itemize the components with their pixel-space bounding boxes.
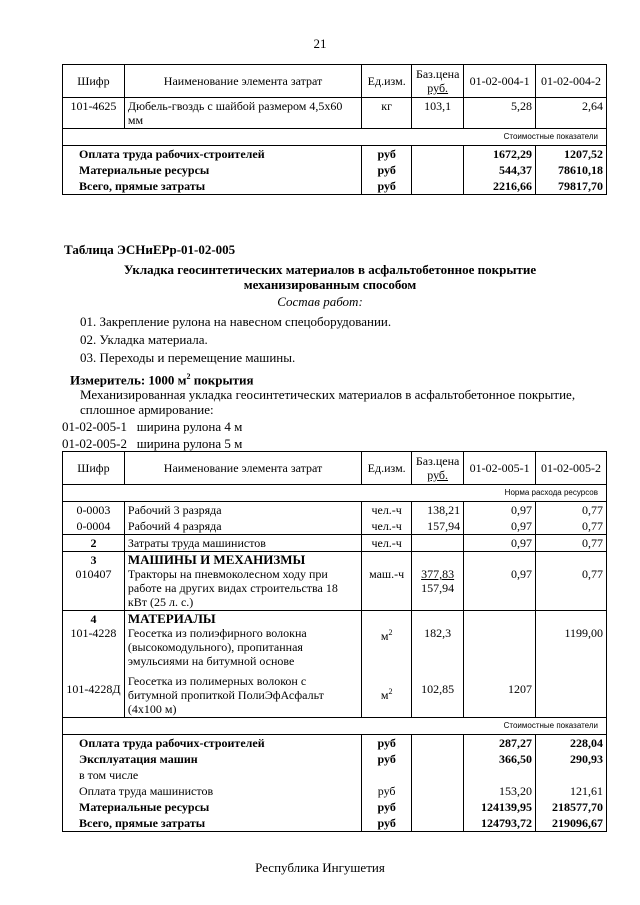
variant-line: 01-02-005-2 ширина рулона 5 м	[62, 436, 243, 451]
description: Механизированная укладка геосинтетических материалов в асфальтобетонное покрытие, сплошное армирование:	[80, 387, 576, 417]
table-header-row	[63, 65, 607, 98]
meter-label: Измеритель: 1000 $м^2$ покрытия	[70, 372, 254, 388]
table-title: Таблица ЭСНиЕРр-01-02-005	[64, 242, 236, 257]
total-row: Оплата труда машинистов руб 153,20 121,61	[63, 783, 607, 799]
total-row: Эксплуатация машин руб 366,50 290,93	[63, 751, 607, 767]
composition-label: Состав работ:	[277, 294, 363, 309]
col-unit: Ед.изм.	[362, 452, 412, 485]
resource-table-1	[62, 64, 607, 195]
total-row: Всего, прямые затраты руб 2216,66 79817,70	[63, 178, 607, 195]
col-var2: 01-02-004-2	[536, 65, 607, 98]
col-var1: 01-02-005-1	[464, 452, 536, 485]
total-row: Оплата труда рабочих-строителей руб 287,27 228,04	[63, 735, 607, 752]
table-row: 101-4625 Дюбель-гвоздь с шайбой размером 4,5х60 мм кг 103,1 5,28 2,64	[63, 98, 607, 129]
col-unit: Ед.изм.	[362, 65, 412, 98]
col-price: Баз.цена руб.	[412, 65, 464, 98]
table-header-row	[63, 452, 607, 485]
table-row: 0-0003 Рабочий 3 разряда чел.-ч 138,21 0,97 0,77	[63, 502, 607, 519]
footer-region: Республика Ингушетия	[255, 860, 385, 875]
table-row: 2 Затраты труда машинистов чел.-ч 0,97 0,77	[63, 535, 607, 552]
work-step: 02. Укладка материала.	[80, 332, 208, 347]
section-title: Укладка геосинтетических материалов в асфальтобетонное покрытие механизированным способом	[123, 262, 537, 292]
section-row-materials: 4 101-4228 101-4228Д МАТЕРИАЛЫ Геосетка из полиэфирного волокна (высокомодульного), пропитанная эмульсиями на битумной основе Геосетка из полимерных волокон с битумной пропиткой ПолиЭфАсфальт (4х100 м) $м^2$ $м^2$ 182,3 102,85 1207 1199,00	[63, 611, 607, 718]
section-row-machines: 3 010407 МАШИНЫ И МЕХАНИЗМЫ Тракторы на пневмоколесном ходу при работе на других видах строительства 18 кВт (25 л. с.) маш.-ч 377,83 157,94 0,97 0,77	[63, 552, 607, 611]
resource-table-2	[62, 451, 607, 832]
col-name: Наименование элемента затрат	[124, 65, 361, 98]
col-name: Наименование элемента затрат	[124, 452, 361, 485]
total-row: Материальные ресурсы руб 544,37 78610,18	[63, 162, 607, 178]
col-var2: 01-02-005-2	[536, 452, 607, 485]
total-row: Оплата труда рабочих-строителей руб 1672,29 1207,52	[63, 146, 607, 163]
table-row: 0-0004 Рабочий 4 разряда чел.-ч 157,94 0,97 0,77	[63, 518, 607, 535]
page-number: 21	[313, 36, 327, 51]
col-code: Шифр	[63, 65, 125, 98]
cost-header-row: Стоимостные показатели	[63, 129, 607, 146]
col-code: Шифр	[63, 452, 125, 485]
total-row: Всего, прямые затраты руб 124793,72 219096,67	[63, 815, 607, 832]
total-row: Материальные ресурсы руб 124139,95 218577,70	[63, 799, 607, 815]
total-row: в том числе	[63, 767, 607, 783]
variant-line: 01-02-005-1 ширина рулона 4 м	[62, 419, 243, 434]
work-step: 03. Переходы и перемещение машины.	[80, 350, 296, 365]
col-var1: 01-02-004-1	[464, 65, 536, 98]
norm-header-row: Норма расхода ресурсов	[63, 485, 607, 502]
work-step: 01. Закрепление рулона на навесном спецоборудовании.	[80, 314, 392, 329]
col-price: Баз.цена руб.	[412, 452, 464, 485]
cost-header-row: Стоимостные показатели	[63, 718, 607, 735]
